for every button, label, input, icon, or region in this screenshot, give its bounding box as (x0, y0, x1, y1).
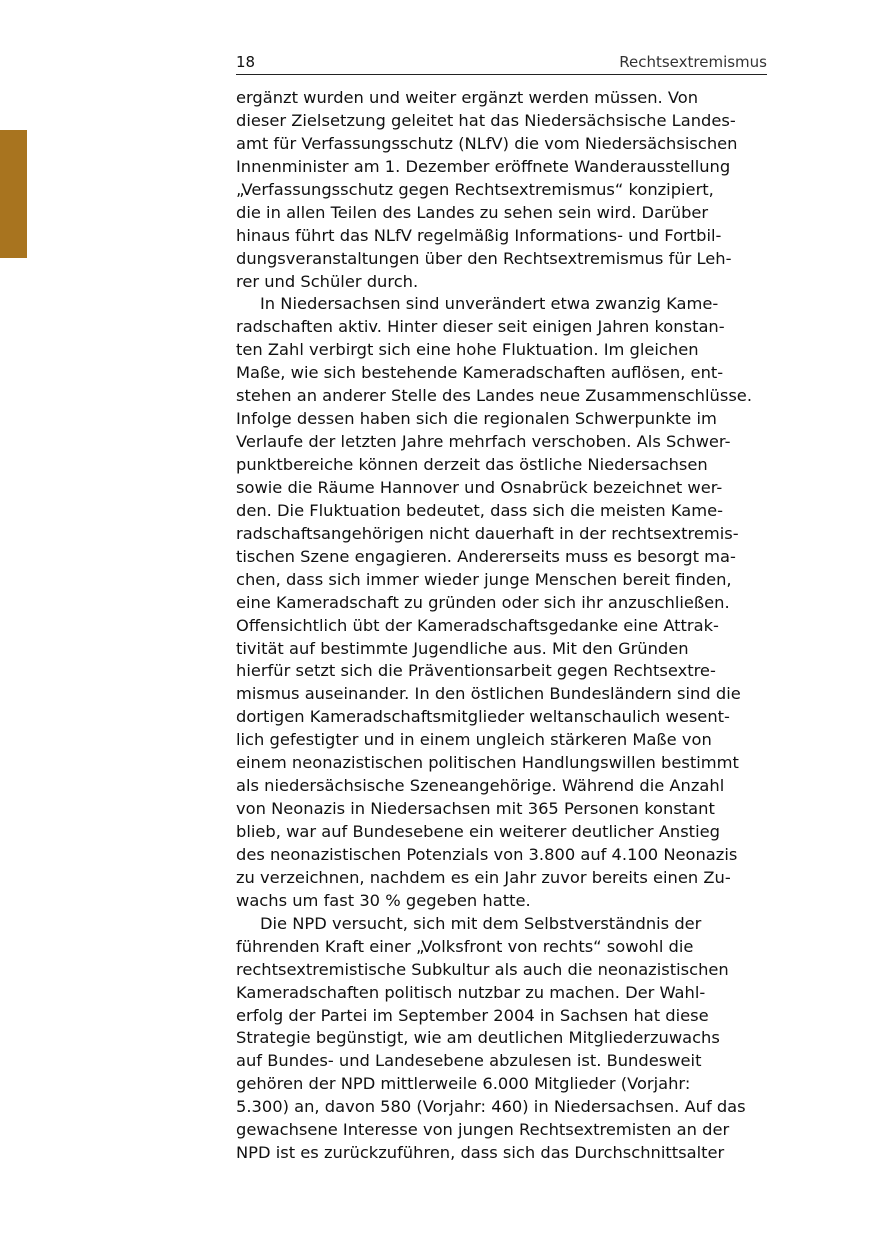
text-line: den. Die Fluktuation bedeutet, dass sich die meisten Kame- (236, 500, 723, 520)
text-line: radschaftsangehörigen nicht dauerhaft in der rechtsextremis- (236, 523, 739, 543)
page-number: 18 (236, 53, 256, 71)
text-line: chen, dass sich immer wieder junge Menschen bereit finden, (236, 569, 732, 589)
text-line: amt für Verfassungsschutz (NLfV) die vom Niedersächsischen (236, 133, 738, 153)
text-line: dungsveranstaltungen über den Rechtsextremismus für Leh- (236, 248, 732, 268)
running-head: Rechtsextremismus (619, 53, 767, 71)
text-line: Verlaufe der letzten Jahre mehrfach verschoben. Als Schwer- (236, 432, 731, 452)
text-line: „Verfassungsschutz gegen Rechtsextremismus“ konzipiert, (236, 179, 714, 199)
text-line: zu verzeichnen, nachdem es ein Jahr zuvor bereits einen Zu- (236, 867, 731, 887)
text-line: hinaus führt das NLfV regelmäßig Informations- und Fortbil- (236, 225, 722, 245)
text-line: In Niedersachsen sind unverändert etwa zwanzig Kame- (260, 294, 719, 314)
text-line: ergänzt wurden und weiter ergänzt werden müssen. Von (236, 88, 699, 107)
text-line: NPD ist es zurückzuführen, dass sich das Durchschnittsalter (236, 1143, 725, 1163)
text-line: rer und Schüler durch. (236, 271, 419, 291)
text-line: erfolg der Partei im September 2004 in Sachsen hat diese (236, 1005, 709, 1025)
text-line: dortigen Kameradschaftsmitglieder weltanschaulich wesent- (236, 707, 730, 727)
chapter-side-tab (0, 130, 27, 258)
body-text (236, 87, 776, 1165)
text-line: gehören der NPD mittlerweile 6.000 Mitglieder (Vorjahr: (236, 1074, 691, 1094)
text-line: ten Zahl verbirgt sich eine hohe Fluktuation. Im gleichen (236, 340, 699, 360)
paragraph (236, 293, 776, 912)
text-line: die in allen Teilen des Landes zu sehen sein wird. Darüber (236, 202, 709, 222)
text-line: lich gefestigter und in einem ungleich stärkeren Maße von (236, 730, 712, 750)
text-line: sowie die Räume Hannover und Osnabrück bezeichnet wer- (236, 477, 723, 497)
text-line: hierfür setzt sich die Präventionsarbeit gegen Rechtsextre- (236, 661, 716, 681)
text-line: Innenminister am 1. Dezember eröffnete Wanderausstellung (236, 156, 731, 176)
text-line: wachs um fast 30 % gegeben hatte. (236, 890, 531, 910)
text-line: Strategie begünstigt, wie am deutlichen Mitgliederzuwachs (236, 1028, 720, 1048)
text-line: einem neonazistischen politischen Handlungswillen bestimmt (236, 753, 739, 773)
text-line: punktbereiche können derzeit das östliche Niedersachsen (236, 455, 708, 474)
page-header (236, 52, 767, 75)
text-line: tivität auf bestimmte Jugendliche aus. Mit den Gründen (236, 638, 689, 658)
paragraph (236, 87, 776, 293)
text-line: des neonazistischen Potenzials von 3.800 auf 4.100 Neonazis (236, 844, 738, 864)
text-line: stehen an anderer Stelle des Landes neue Zusammenschlüsse. (236, 386, 752, 406)
text-line: rechtsextremistische Subkultur als auch die neonazistischen (236, 959, 729, 979)
text-line: Maße, wie sich bestehende Kameradschaften auflösen, ent- (236, 363, 724, 383)
paragraph (236, 913, 776, 1165)
text-line: gewachsene Interesse von jungen Rechtsextremisten an der (236, 1120, 730, 1140)
text-line: dieser Zielsetzung geleitet hat das Niedersächsische Landes- (236, 110, 736, 130)
text-line: Kameradschaften politisch nutzbar zu machen. Der Wahl- (236, 982, 706, 1002)
text-line: blieb, war auf Bundesebene ein weiterer deutlicher Anstieg (236, 822, 720, 841)
text-line: mismus auseinander. In den östlichen Bundesländern sind die (236, 684, 741, 704)
text-line: führenden Kraft einer „Volksfront von rechts“ sowohl die (236, 936, 694, 956)
text-line: von Neonazis in Niedersachsen mit 365 Personen konstant (236, 799, 715, 819)
text-line: Offensichtlich übt der Kameradschaftsgedanke eine Attrak- (236, 615, 719, 635)
text-line: 5.300) an, davon 580 (Vorjahr: 460) in Niedersachsen. Auf das (236, 1097, 746, 1117)
text-line: Infolge dessen haben sich die regionalen Schwerpunkte im (236, 409, 717, 429)
text-line: eine Kameradschaft zu gründen oder sich ihr anzuschließen. (236, 592, 730, 612)
text-line: Die NPD versucht, sich mit dem Selbstverständnis der (260, 913, 702, 933)
text-line: tischen Szene engagieren. Andererseits muss es besorgt ma- (236, 546, 736, 566)
text-line: auf Bundes- und Landesebene abzulesen ist. Bundesweit (236, 1051, 702, 1071)
text-line: als niedersächsische Szeneangehörige. Während die Anzahl (236, 776, 725, 796)
text-line: radschaften aktiv. Hinter dieser seit einigen Jahren konstan- (236, 317, 725, 337)
